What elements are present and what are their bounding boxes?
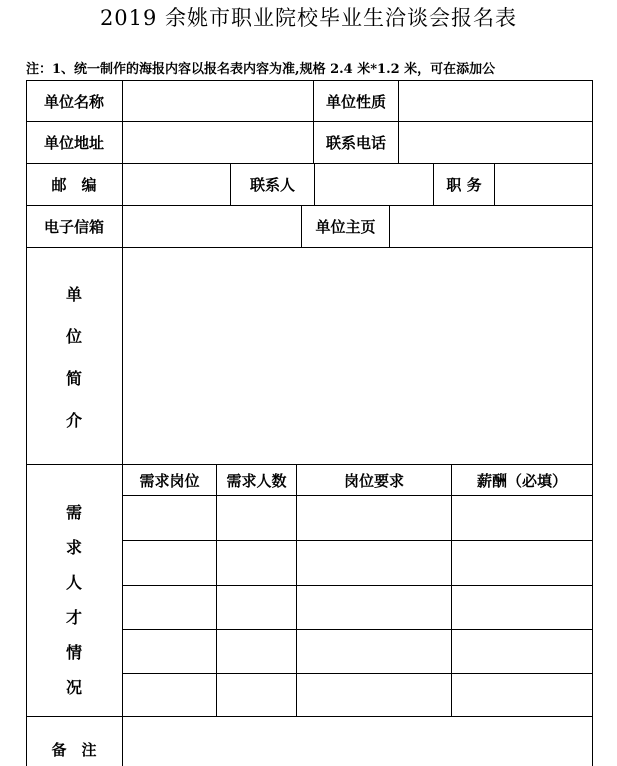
demand-cell[interactable] — [452, 496, 592, 540]
unit-address-field[interactable] — [123, 122, 313, 163]
label-homepage: 单位主页 — [315, 218, 376, 236]
header-job-position: 需求岗位 — [139, 471, 200, 490]
header-headcount: 需求人数 — [226, 471, 287, 490]
intro-char: 介 — [65, 411, 82, 430]
demand-cell[interactable] — [123, 586, 216, 629]
demand-char: 才 — [65, 608, 82, 627]
demand-char: 人 — [65, 573, 82, 592]
unit-intro-field[interactable] — [123, 248, 592, 464]
demand-char: 求 — [65, 538, 82, 557]
demand-cell[interactable] — [452, 541, 592, 585]
demand-cell[interactable] — [123, 674, 216, 716]
intro-char: 简 — [65, 369, 82, 388]
intro-char: 位 — [65, 327, 82, 346]
label-postcode: 邮 编 — [51, 176, 97, 194]
label-phone: 联系电话 — [325, 134, 386, 152]
remark-field[interactable] — [123, 717, 592, 766]
unit-nature-field[interactable] — [399, 81, 592, 121]
demand-cell[interactable] — [452, 674, 592, 716]
label-unit-name: 单位名称 — [43, 92, 104, 111]
label-email: 电子信箱 — [43, 218, 104, 236]
demand-cell[interactable] — [217, 630, 296, 673]
demand-char: 情 — [65, 643, 82, 662]
label-remark: 备 注 — [51, 741, 97, 759]
demand-cell[interactable] — [297, 630, 451, 673]
demand-char: 况 — [65, 678, 82, 697]
unit-name-field[interactable] — [123, 81, 313, 121]
form-title: 2019 余姚市职业院校毕业生洽谈会报名表 — [99, 6, 518, 30]
email-field[interactable] — [123, 206, 301, 247]
label-unit-address: 单位地址 — [43, 134, 104, 152]
header-requirements: 岗位要求 — [343, 471, 404, 490]
demand-cell[interactable] — [297, 586, 451, 629]
label-unit-nature: 单位性质 — [325, 92, 386, 111]
demand-cell[interactable] — [217, 586, 296, 629]
demand-cell[interactable] — [123, 496, 216, 540]
demand-cell[interactable] — [297, 674, 451, 716]
form-note: 注：1、统一制作的海报内容以报名表内容为准,规格 2.4 米*1.2 米，可在添加公 — [26, 62, 496, 77]
demand-char: 需 — [65, 503, 82, 522]
contact-field[interactable] — [315, 164, 433, 205]
demand-cell[interactable] — [452, 586, 592, 629]
intro-char: 单 — [65, 285, 82, 304]
postcode-field[interactable] — [123, 164, 230, 205]
label-unit-intro — [26, 282, 122, 450]
label-contact: 联系人 — [249, 176, 295, 194]
demand-cell[interactable] — [123, 541, 216, 585]
demand-cell[interactable] — [297, 496, 451, 540]
phone-field[interactable] — [399, 122, 592, 163]
demand-cell[interactable] — [217, 541, 296, 585]
label-position: 职 务 — [446, 176, 482, 194]
label-demand — [26, 500, 122, 710]
demand-cell[interactable] — [217, 674, 296, 716]
demand-cell[interactable] — [297, 541, 451, 585]
header-salary: 薪酬（必填） — [476, 471, 567, 490]
demand-cell[interactable] — [452, 630, 592, 673]
border-right — [592, 80, 593, 766]
demand-cell[interactable] — [217, 496, 296, 540]
homepage-field[interactable] — [390, 206, 592, 247]
demand-cell[interactable] — [123, 630, 216, 673]
position-field[interactable] — [495, 164, 592, 205]
